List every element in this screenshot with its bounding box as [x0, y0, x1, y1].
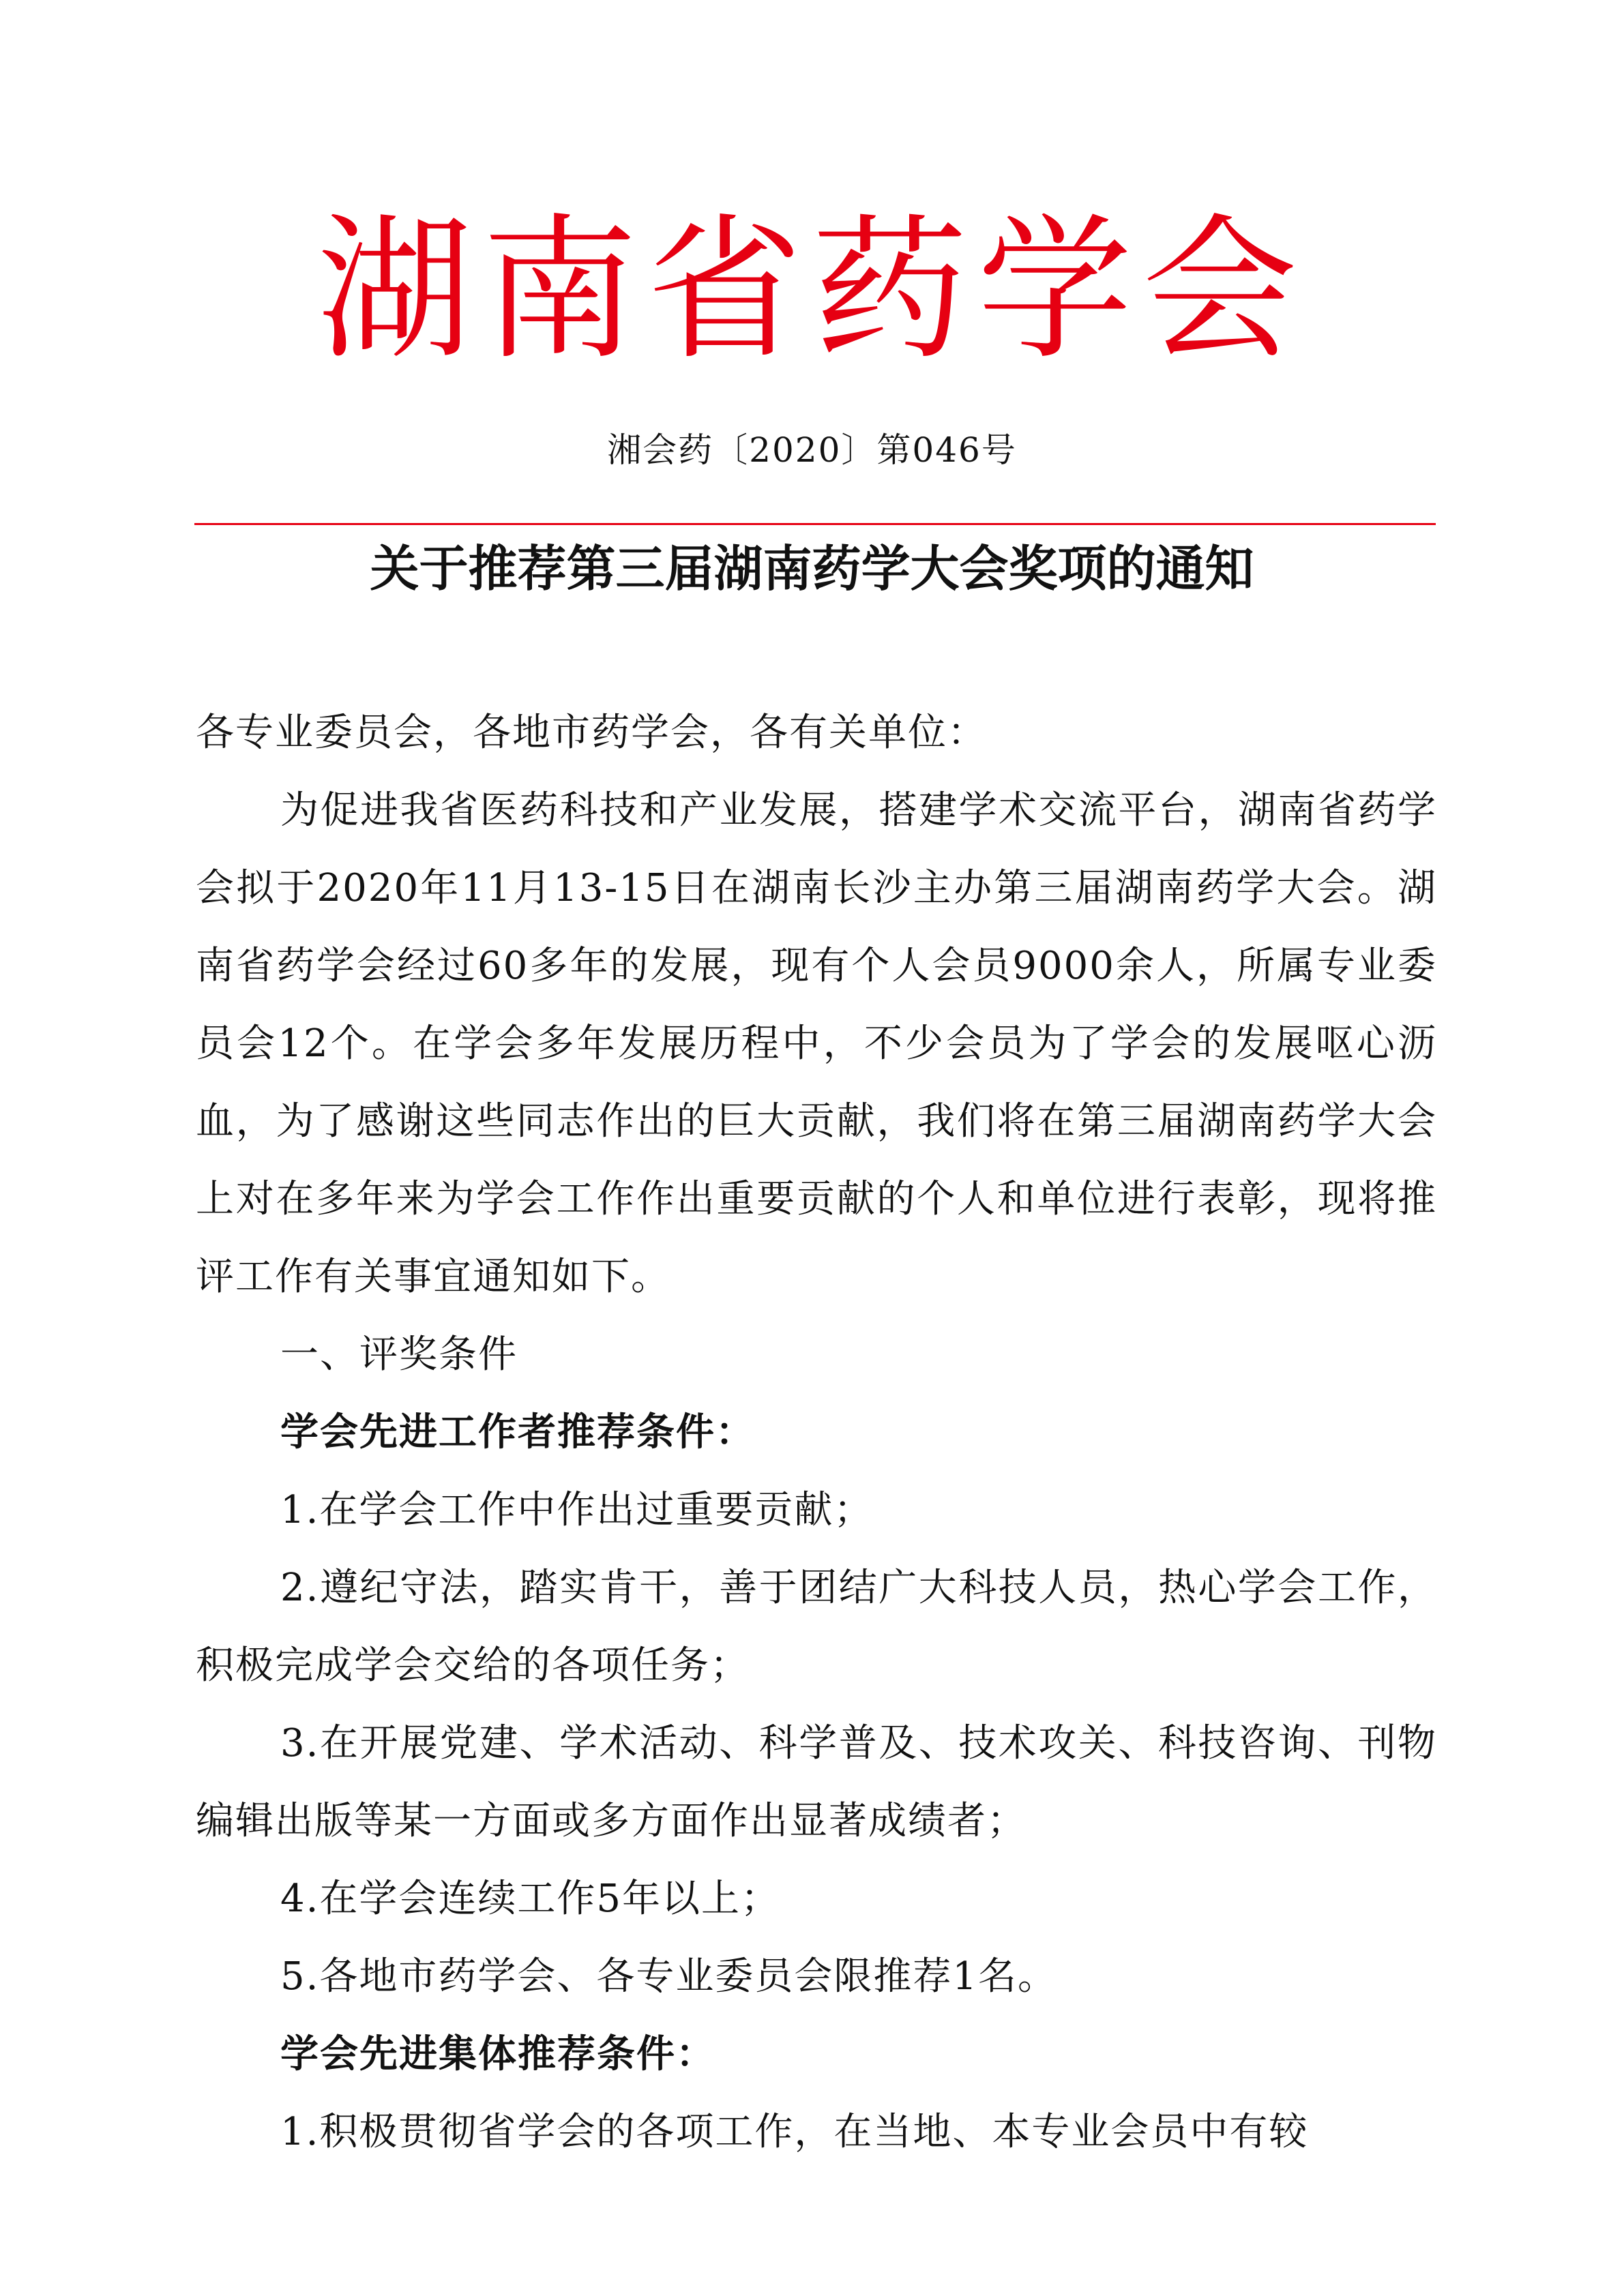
worker-criterion-1: 1.在学会工作中作出过重要贡献； [280, 1488, 874, 1532]
collective-criterion-1: 1.积极贯彻省学会的各项工作，在当地、本专业会员中有较 [280, 2110, 1309, 2154]
worker-criterion-4: 4.在学会连续工作5年以上； [280, 1877, 781, 1921]
masthead-title: 湖南省药学会 [316, 199, 1308, 381]
notice-title: 关于推荐第三届湖南药学大会奖项的通知 [370, 540, 1254, 597]
worker-criterion-3: 3.在开展党建、学术活动、科学普及、技术攻关、科技咨询、刊物编辑出版等某一方面或多方面作出显著成绩者； [196, 1721, 1437, 1843]
intro-paragraph: 为促进我省医药科技和产业发展，搭建学术交流平台，湖南省药学会拟于2020年11月13-15日在湖南长沙主办第三届湖南药学大会。湖南省药学会经过60多年的发展，现有个人会员9000余人，所属专业委员会12个。在学会多年发展历程中，不少会员为了学会的发展呕心沥血，为了感谢这些同志作出的巨大贡献，我们将在第三届湖南药学大会上对在多年来为学会工作作出重要贡献的个人和单位进行表彰，现将推评工作有关事宜通知如下。 [196, 788, 1437, 1299]
worker-criterion-5: 5.各地市药学会、各专业委员会限推荐1名。 [280, 1954, 1058, 1999]
document-body [196, 694, 1437, 2171]
section-heading: 一、评奖条件 [280, 1332, 518, 1377]
collective-criteria-heading: 学会先进集体推荐条件： [280, 2032, 715, 2076]
worker-criteria-heading: 学会先进工作者推荐条件： [280, 1410, 755, 1455]
red-divider [194, 523, 1436, 525]
document-number: 湘会药〔2020〕第046号 [607, 430, 1017, 470]
salutation: 各专业委员会，各地市药学会，各有关单位： [196, 711, 987, 755]
worker-criterion-2: 2.遵纪守法，踏实肯干，善于团结广大科技人员，热心学会工作，积极完成学会交给的各项任务； [196, 1566, 1437, 1688]
